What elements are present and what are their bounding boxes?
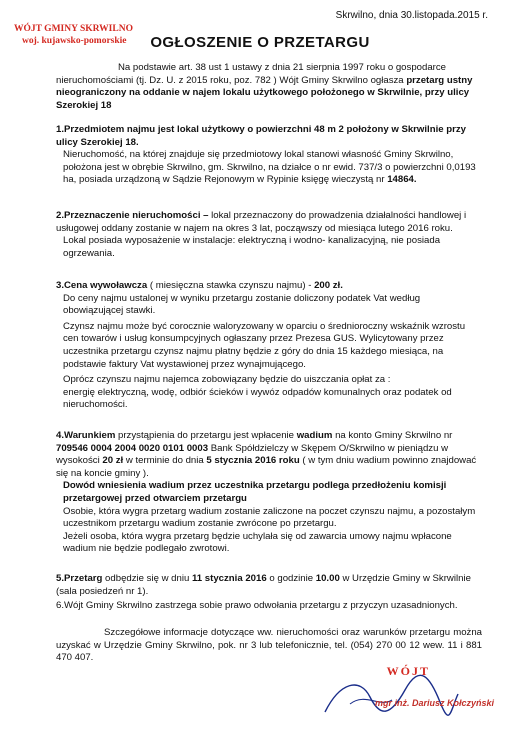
signatory-name: mgr inż. Dariusz Kołczyński xyxy=(374,698,494,708)
section-3 xyxy=(56,280,482,412)
closing-paragraph: Szczegółowe informacje dotyczące ww. nieruchomości oraz warunków przetargu można uzyskać w Urzędzie Gminy Skrwilno, pok. nr 3 lub telefonicznie, tel. (054) 270 00 12 wew. 11 i 881 470 407. xyxy=(56,627,482,664)
section-3-heading: 3.Cena wywoławcza xyxy=(56,280,148,291)
wadium-label: wadium xyxy=(296,430,333,441)
auction-time: 10.00 xyxy=(315,573,340,584)
section-5-heading: 5.Przetarg xyxy=(56,573,103,584)
section-3-p3: Oprócz czynszu najmu najemca zobowiązany będzie do uiszczania opłat za : xyxy=(63,374,391,386)
section-1 xyxy=(56,124,482,187)
section-4-p3: Jeżeli osoba, która wygra przetarg będzie uchylała się od zawarcia umowy najmu wpłacone wadium nie będzie podlegało zwrotowi. xyxy=(63,530,452,555)
wadium-deadline: 5 stycznia 2016 roku xyxy=(206,455,300,467)
section-3-p4: energię elektryczną, wodę, odbiór ścieków i wywóz odpadów komunalnych oraz podatek od nieruchomości. xyxy=(63,386,452,411)
section-4-text-c: Bank Spółdzielczy w Skępem O/Skrwilno w pieniądzu w wysokości xyxy=(56,442,449,467)
section-1-heading: 1.Przedmiotem najmu jest lokal użytkowy o powierzchni 48 m 2 położony w Skrwilnie przy ulicy Szerokiej 18. xyxy=(56,124,466,148)
signature-title: WÓJT xyxy=(386,664,430,678)
section-4-p2: Osobie, która wygra przetarg wadium zostanie zaliczone na poczet czynszu najmu, a pozostałym uczestnikom przetargu wadium zostanie zwrócone po przetargu. xyxy=(63,505,476,530)
section-4-text-e: ( w tym dniu wadium powinno znajdować się na koncie gminy ). xyxy=(56,455,477,479)
section-2-text: lokal przeznaczony do prowadzenia działalności handlowej i usługowej oddany zostanie w najem na okres 3 lat, począwszy od miesiąca lutego 2016 roku. xyxy=(56,210,467,234)
stamp-line-2: woj. kujawsko-pomorskie xyxy=(22,36,127,46)
section-6: 6.Wójt Gminy Skrwilno zastrzega sobie prawo odwołania przetargu z przyczyn uzasadnionych. xyxy=(56,600,458,611)
section-5-text-c: w Urzędzie Gminy w Skrwilnie (sala posiedzeń nr 1). xyxy=(56,573,471,597)
section-2-body-2: Lokal posiada wyposażenie w instalacje: elektryczną i wodno- kanalizacyjną, nie posiada ogrzewania. xyxy=(63,235,441,259)
section-3-p2: Czynsz najmu może być corocznie waloryzowany w oparciu o średnioroczny wskaźnik wzrostu cen towarów i usług konsumpcyjnych ogłaszany przez Prezesa GUS. Wylicytowany przez uczestnika przetargu czynsz najmu płatny będzie z góry do dnia 15 każdego miesiąca, na podstawie faktury Vat wystawionej przez wynajmującego. xyxy=(63,320,466,370)
intro-paragraph xyxy=(56,62,482,112)
bank-account-number: 709546 0004 2004 0020 0101 0003 xyxy=(56,442,209,454)
section-5-text-a: odbędzie się w dniu xyxy=(102,573,192,584)
section-5-text-b: o godzinie xyxy=(266,573,316,584)
section-4-heading: 4.Warunkiem xyxy=(56,430,116,441)
document-title: OGŁOSZENIE O PRZETARGU xyxy=(150,34,370,51)
section-4 xyxy=(56,430,482,556)
wadium-amount: 20 zł xyxy=(102,455,124,467)
section-1-body xyxy=(56,149,482,187)
section-4-para xyxy=(56,430,482,480)
auction-date: 11 stycznia 2016 xyxy=(192,573,267,584)
section-1-text: Nieruchomość, na której znajduje się przedmiotowy lokal stanowi własność Gminy Skrwilno, położona jest w obrębie Skrwilno, gm. Skrwilno, na działce o nr ewid. 737/3 o powierzchni 0,0193 ha, posiada urządzoną w Sądzie Rejonowym w Rypinie księgę wieczystą nr xyxy=(63,149,476,186)
section-3-heading-line xyxy=(56,280,482,293)
section-3-mid: ( miesięczna stawka czynszu najmu) - xyxy=(147,280,315,291)
section-2 xyxy=(56,210,482,260)
document-date: Skrwilno, dnia 30.listopada.2015 r. xyxy=(335,10,488,21)
section-2-heading: 2.Przeznaczenie nieruchomości – xyxy=(56,210,209,221)
section-2-para xyxy=(56,210,482,235)
starting-price: 200 zł. xyxy=(314,280,343,291)
section-4-proof: Dowód wniesienia wadium przez uczestnika przetargu podlega przedłożeniu komisji przetargowej przed otwarciem przetargu xyxy=(63,480,447,504)
intro-text: Na podstawie art. 38 ust 1 ustawy z dnia 21 sierpnia 1997 roku o gospodarce nieruchomościami (tj. Dz. U. z 2015 roku, poz. 782 ) Wójt Gminy Skrwilno ogłasza xyxy=(56,62,446,86)
handwritten-signature xyxy=(320,672,460,722)
stamp-line-1: WÓJT GMINY SKRWILNO xyxy=(14,24,133,34)
land-register-number: 14864. xyxy=(387,174,417,186)
section-4-text-a: przystąpienia do przetargu jest wpłacenie xyxy=(115,430,297,441)
section-3-p1: Do ceny najmu ustalonej w wyniku przetargu zostanie doliczony podatek Vat według obowiązującej stawki. xyxy=(63,292,421,317)
intro-bold: przetarg ustny nieograniczony na oddanie w najem lokalu użytkowego położonego w Skrwilnie, przy ulicy Szerokiej 18 xyxy=(56,74,473,111)
section-5 xyxy=(56,573,482,598)
section-4-text-d: w terminie do dnia xyxy=(123,455,207,467)
section-4-text-b: na konto Gminy Skrwilno nr xyxy=(332,430,453,441)
